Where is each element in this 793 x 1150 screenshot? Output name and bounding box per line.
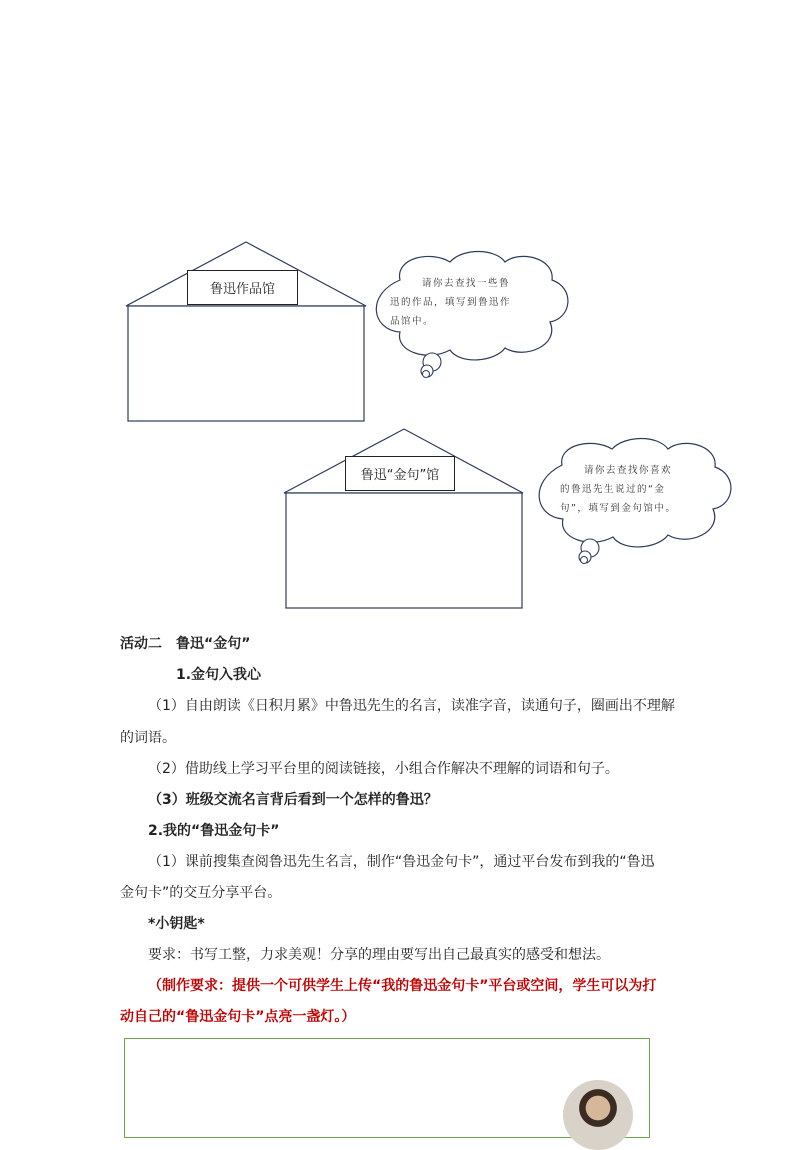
bubble-1-line-1: 请你去查找一些鲁	[422, 278, 511, 289]
red-note-line-2: 动自己的“鲁迅金句卡”点亮一盏灯。）	[120, 1009, 356, 1025]
item-1-line-1: （1）自由朗读《日积月累》中鲁迅先生的名言，读准字音，读通句子，圈画出不理解	[148, 698, 675, 714]
bubble-1-line-3: 品馆中。	[390, 316, 435, 327]
item-2: （2）借助线上学习平台里的阅读链接，小组合作解决不理解的词语和句子。	[148, 761, 619, 777]
section-2-title: 2.我的“鲁迅金句卡”	[148, 823, 280, 839]
requirement-text: 要求：书写工整，力求美观！分享的理由要写出自己最真实的感受和想法。	[148, 947, 610, 963]
house-label-works	[187, 270, 298, 305]
house-label-works-text: 鲁迅作品馆	[209, 282, 275, 297]
bubble-2-line-3: 句”，填写到金句馆中。	[560, 503, 677, 514]
bubble-2-text	[560, 461, 710, 518]
bubble-2-line-1: 请你去查找你喜欢	[584, 465, 673, 476]
activity-title: 活动二 鲁迅“金句”	[120, 636, 251, 652]
item-1-line-2: 的词语。	[120, 730, 176, 746]
key-title: *小钥匙*	[148, 916, 205, 932]
house-label-quotes	[345, 456, 455, 491]
lu-xun-portrait-image	[563, 1080, 633, 1150]
item-4-line-2: 金句卡”的交互分享平台。	[120, 885, 282, 901]
section-1-title: 1.金句入我心	[176, 667, 262, 683]
bubble-1-line-2: 迅的作品，填写到鲁迅作	[390, 297, 512, 308]
item-3: （3）班级交流名言背后看到一个怎样的鲁迅？	[148, 792, 438, 808]
house-label-quotes-text: 鲁迅“金句”馆	[360, 468, 440, 483]
red-note-line-1: （制作要求：提供一个可供学生上传“我的鲁迅金句卡”平台或空间，学生可以为打	[148, 978, 657, 994]
item-4-line-1: （1）课前搜集查阅鲁迅先生名言，制作“鲁迅金句卡”，通过平台发布到我的“鲁迅	[148, 854, 655, 870]
house-body-2	[286, 493, 522, 608]
bubble-2-line-2: 的鲁迅先生说过的“金	[560, 484, 666, 495]
house-body	[128, 306, 364, 421]
bubble-1-text	[390, 274, 530, 331]
